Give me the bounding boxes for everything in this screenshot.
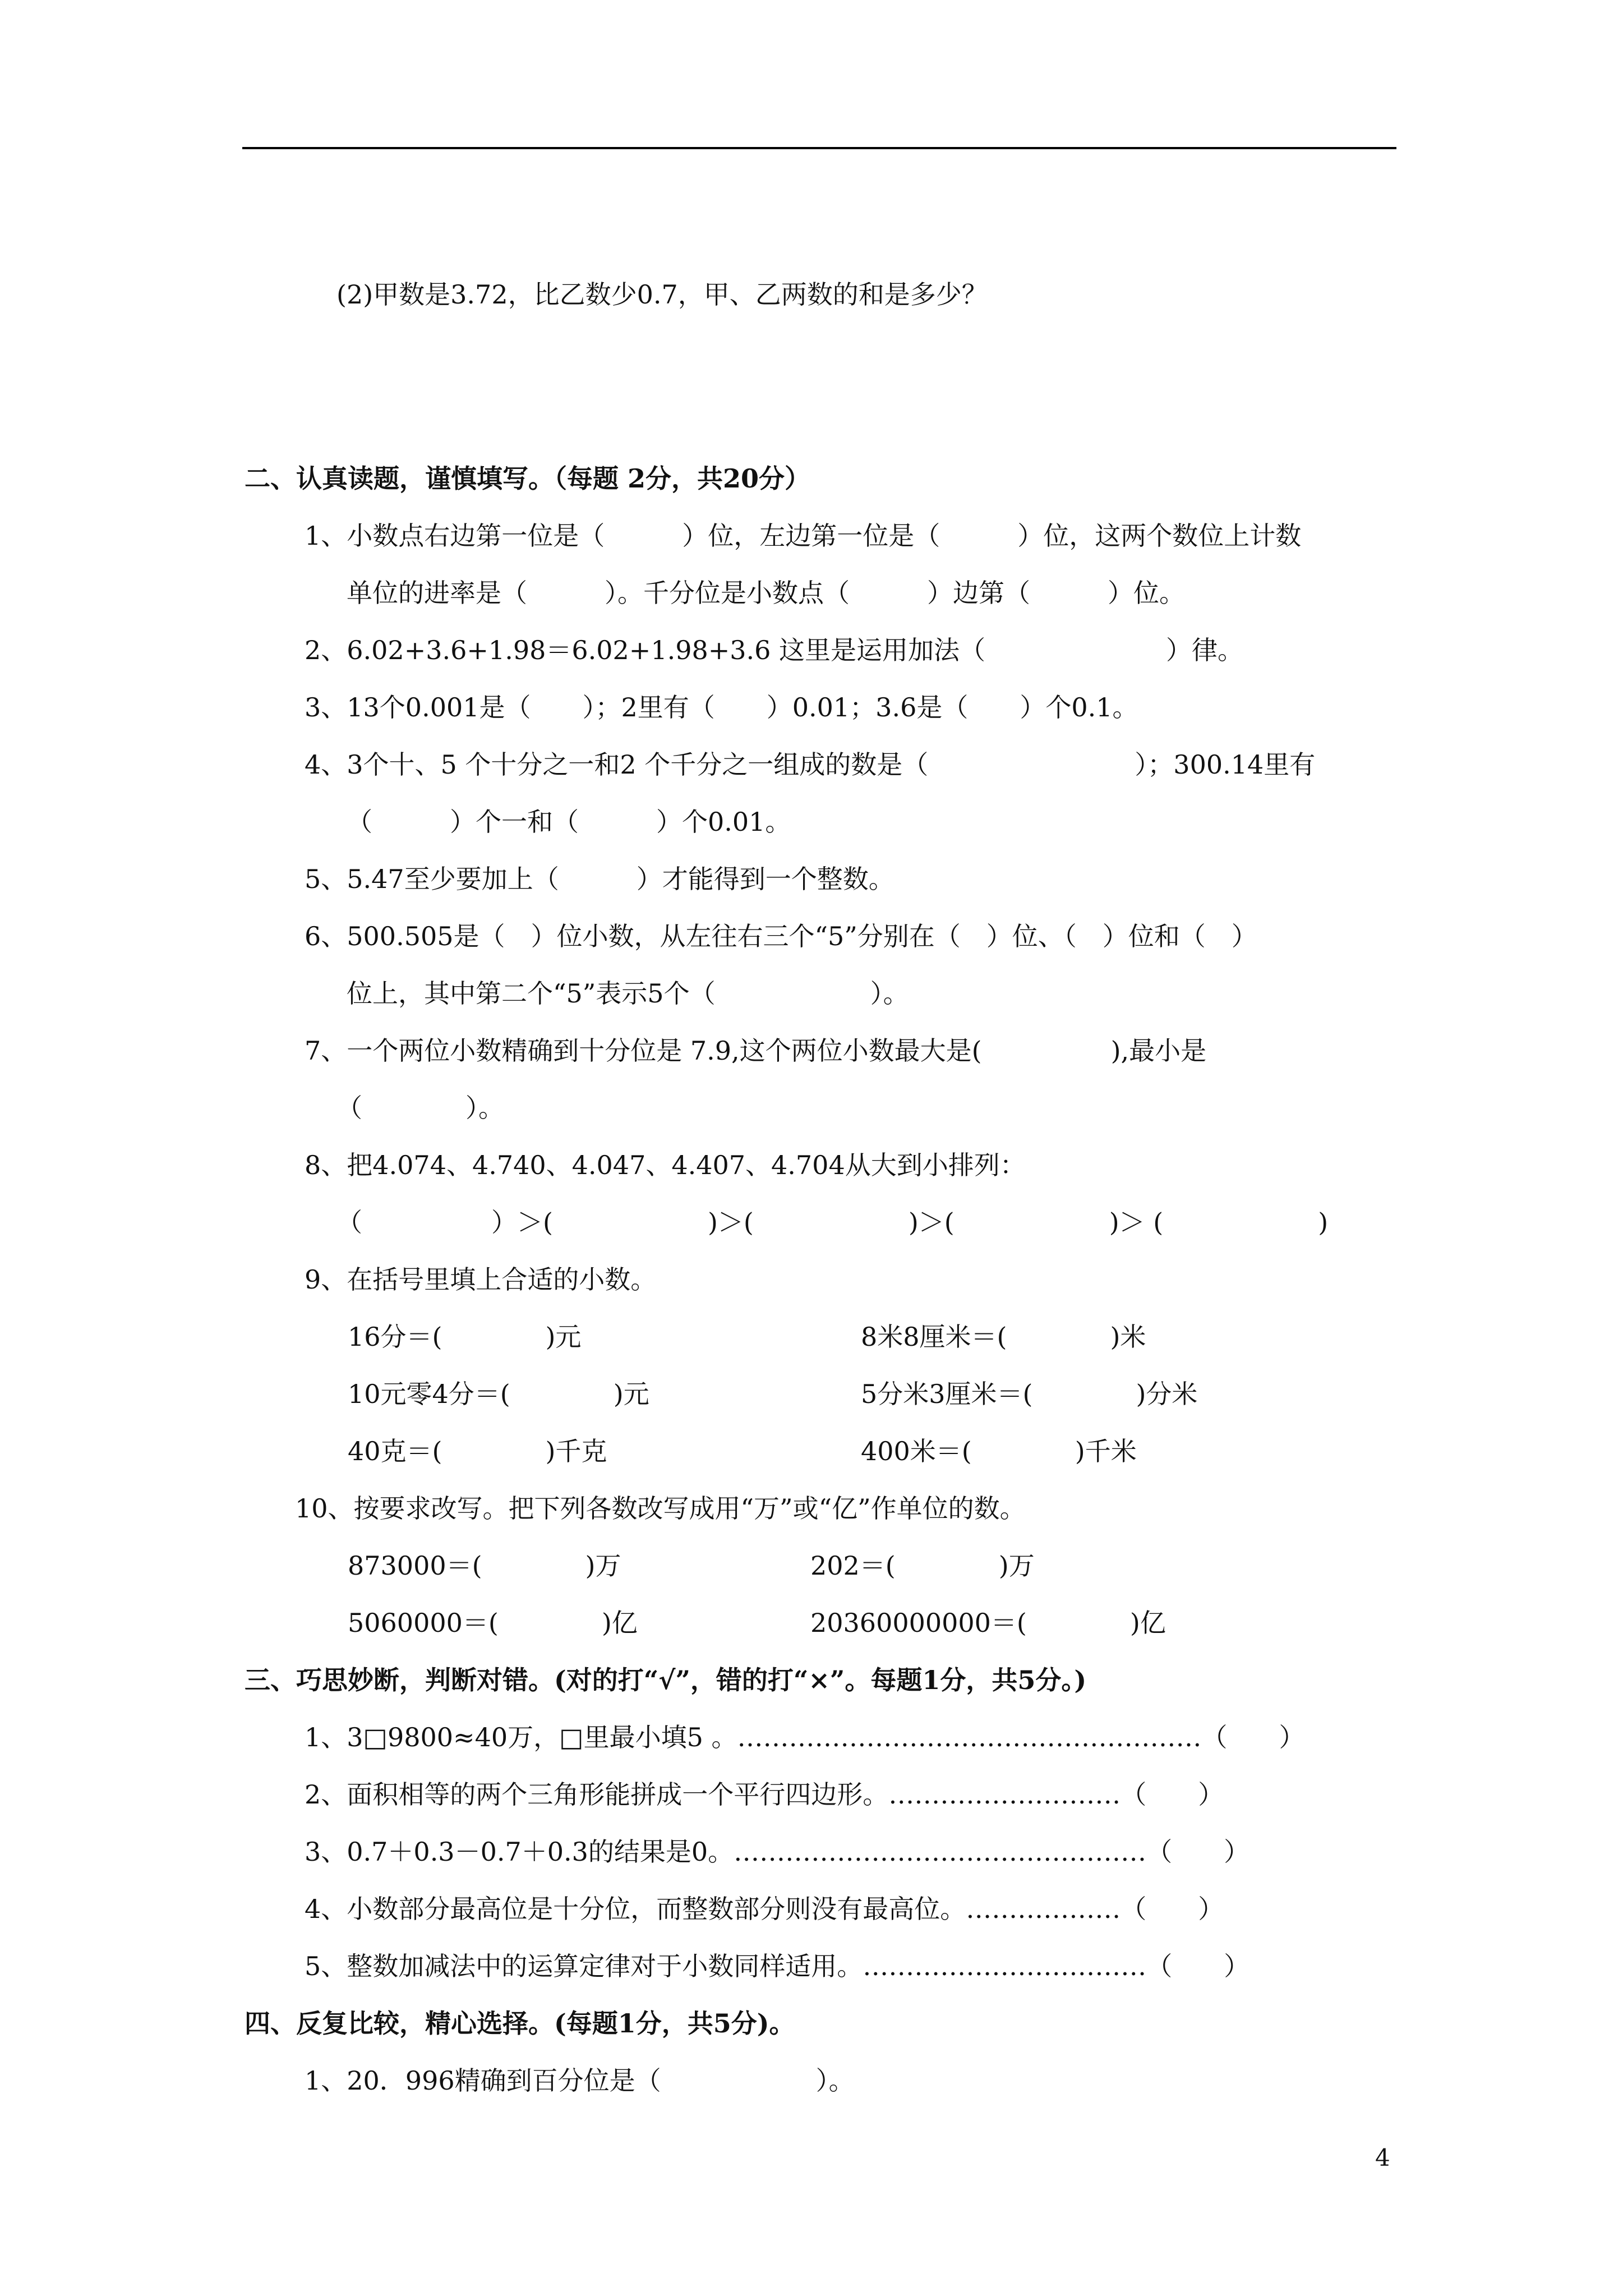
s2-q4-line2: （ ）个一和（ ）个0.01。 bbox=[347, 807, 791, 837]
s2-q6-line2: 位上，其中第二个“5”表示5个（ ）。 bbox=[347, 978, 909, 1009]
s2-q10-r1-left: 873000＝( )万 bbox=[348, 1550, 621, 1581]
s3-item-5: 5、整数加减法中的运算定律对于小数同样适用。……………………………（ ） bbox=[305, 1951, 1250, 1981]
page-number: 4 bbox=[1375, 2144, 1390, 2171]
s2-q8-line2: （ ）＞( )＞( )＞( )＞ ( ) bbox=[336, 1207, 1329, 1237]
s2-q3: 3、13个0.001是（ ）；2里有（ ）0.01；3.6是（ ）个0.1。 bbox=[305, 692, 1138, 723]
s2-q10-r2-left: 5060000＝( )亿 bbox=[348, 1608, 638, 1638]
s2-q9-r1-left: 16分＝( )元 bbox=[348, 1322, 582, 1352]
s2-q9-r2-right: 5分米3厘米＝( )分米 bbox=[861, 1379, 1198, 1409]
sub-question-2: (2)甲数是3.72，比乙数少0.7，甲、乙两数的和是多少？ bbox=[336, 279, 988, 310]
s2-q2: 2、6.02+3.6+1.98＝6.02+1.98+3.6 这里是运用加法（ ）律。 bbox=[305, 635, 1244, 665]
s3-item-1: 1、3□9800≈40万，□里最小填5 。………………………………………………（ ） bbox=[305, 1722, 1305, 1752]
section-3-title: 三、巧思妙断，判断对错。(对的打“√”，错的打“×”。每题1分，共5分。) bbox=[245, 1665, 1087, 1695]
s2-q10: 10、按要求改写。把下列各数改写成用“万”或“亿”作单位的数。 bbox=[295, 1493, 1026, 1524]
s2-q5: 5、5.47至少要加上（ ）才能得到一个整数。 bbox=[305, 864, 895, 894]
header-rule bbox=[242, 147, 1396, 149]
s2-q6-line1: 6、500.505是（ ）位小数，从左往右三个“5”分别在（ ）位、（ ）位和（ ） bbox=[305, 921, 1257, 951]
s3-item-2: 2、面积相等的两个三角形能拼成一个平行四边形。………………………（ ） bbox=[305, 1779, 1224, 1810]
s2-q1-line2: 单位的进率是（ ）。千分位是小数点（ ）边第（ ）位。 bbox=[347, 578, 1185, 608]
s3-item-3: 3、0.7＋0.3－0.7＋0.3的结果是0。…………………………………………（ ） bbox=[305, 1837, 1250, 1867]
s4-q1: 1、20．996精确到百分位是（ ）。 bbox=[305, 2065, 855, 2096]
s2-q1-line1: 1、小数点右边第一位是（ ）位，左边第一位是（ ）位，这两个数位上计数 bbox=[305, 521, 1302, 551]
s2-q10-r2-right: 20360000000＝( )亿 bbox=[810, 1608, 1166, 1638]
s2-q9-r2-left: 10元零4分＝( )元 bbox=[348, 1379, 649, 1409]
section-2-title: 二、认真读题，谨慎填写。（每题 2分，共20分） bbox=[245, 463, 811, 494]
s2-q10-r1-right: 202＝( )万 bbox=[810, 1550, 1035, 1581]
s2-q9-r3-right: 400米＝( )千米 bbox=[861, 1436, 1137, 1466]
section-4-title: 四、反复比较，精心选择。(每题1分，共5分)。 bbox=[245, 2008, 795, 2039]
s2-q9-r1-right: 8米8厘米＝( )米 bbox=[861, 1322, 1146, 1352]
s2-q9: 9、在括号里填上合适的小数。 bbox=[305, 1264, 657, 1295]
s2-q8-line1: 8、把4.074、4.740、4.047、4.407、4.704从大到小排列： bbox=[305, 1150, 1026, 1180]
s3-item-4: 4、小数部分最高位是十分位，而整数部分则没有最高位。………………（ ） bbox=[305, 1894, 1224, 1924]
s2-q9-r3-left: 40克＝( )千克 bbox=[348, 1436, 607, 1466]
s2-q7-line2: （ ）。 bbox=[336, 1093, 504, 1123]
s2-q7-line1: 7、一个两位小数精确到十分位是 7.9,这个两位小数最大是( ),最小是 bbox=[305, 1036, 1207, 1066]
s2-q4-line1: 4、3个十、5 个十分之一和2 个千分之一组成的数是（ ）；300.14里有 bbox=[305, 749, 1316, 780]
